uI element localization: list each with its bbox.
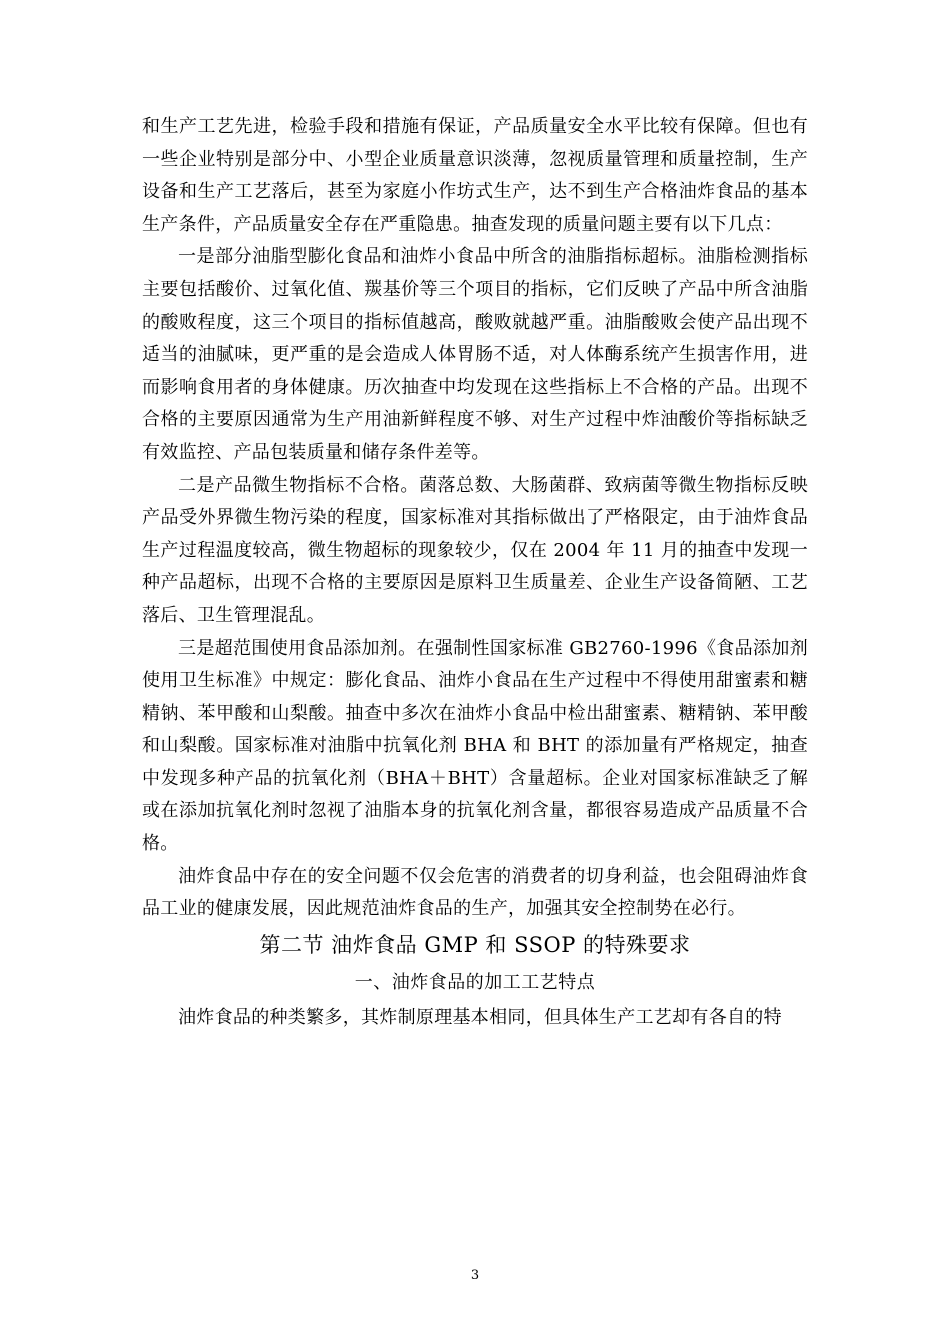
section-title: 第二节 油炸食品 GMP 和 SSOP 的特殊要求 <box>259 932 691 957</box>
paragraph-continuation: 和生产工艺先进，检验手段和措施有保证，产品质量安全水平比较有保障。但也有一些企业特别是部分中、小型企业质量意识淡薄，忽视质量管理和质量控制，生产设备和生产工艺落后，甚至为家庭小作坊式生产，达不到生产合格油炸食品的基本生产条件，产品质量安全存在严重隐患。抽查发现的质量问题主要有以下几点： <box>142 116 808 235</box>
subsection-title: 一、油炸食品的加工工艺特点 <box>354 971 596 993</box>
paragraph-summary: 油炸食品中存在的安全问题不仅会危害的消费者的切身利益，也会阻碍油炸食品工业的健康发展，因此规范油炸食品的生产，加强其安全控制势在必行。 <box>142 865 808 920</box>
page-number: 3 <box>470 1268 480 1283</box>
document-page <box>142 111 808 1034</box>
paragraph-food-additives: 三是超范围使用食品添加剂。在强制性国家标准 GB2760-1996《食品添加剂使用卫生标准》中规定：膨化食品、油炸小食品在生产过程中不得使用甜蜜素和糖精钠、苯甲酸和山梨酸。抽查中多次在油炸小食品中检出甜蜜素、糖精钠、苯甲酸和山梨酸。国家标准对油脂中抗氧化剂 BHA 和 BHT 的添加量有严格规定，抽查中发现多种产品的抗氧化剂（BHA＋BHT）含量超标。企业对国家标准缺乏了解或在添加抗氧化剂时忽视了油脂本身的抗氧化剂含量，都很容易造成产品质量不合格。 <box>142 637 808 855</box>
paragraph-process-intro: 油炸食品的种类繁多，其炸制原理基本相同，但具体生产工艺却有各自的特 <box>178 1006 782 1028</box>
paragraph-microbial-index: 二是产品微生物指标不合格。菌落总数、大肠菌群、致病菌等微生物指标反映产品受外界微生物污染的程度，国家标准对其指标做出了严格限定，由于油炸食品生产过程温度较高，微生物超标的现象较少，仅在 2004 年 11 月的抽查中发现一种产品超标，出现不合格的主要原因是原料卫生质量差、企业生产设备简陋、工艺落后、卫生管理混乱。 <box>142 474 808 626</box>
paragraph-oil-index: 一是部分油脂型膨化食品和油炸小食品中所含的油脂指标超标。油脂检测指标主要包括酸价、过氧化值、羰基价等三个项目的指标，它们反映了产品中所含油脂的酸败程度，这三个项目的指标值越高，酸败就越严重。油脂酸败会使产品出现不适当的油腻味，更严重的是会造成人体胃肠不适，对人体酶系统产生损害作用，进而影响食用者的身体健康。历次抽查中均发现在这些指标上不合格的产品。出现不合格的主要原因通常为生产用油新鲜程度不够、对生产过程中炸油酸价等指标缺乏有效监控、产品包装质量和储存条件差等。 <box>142 246 808 463</box>
